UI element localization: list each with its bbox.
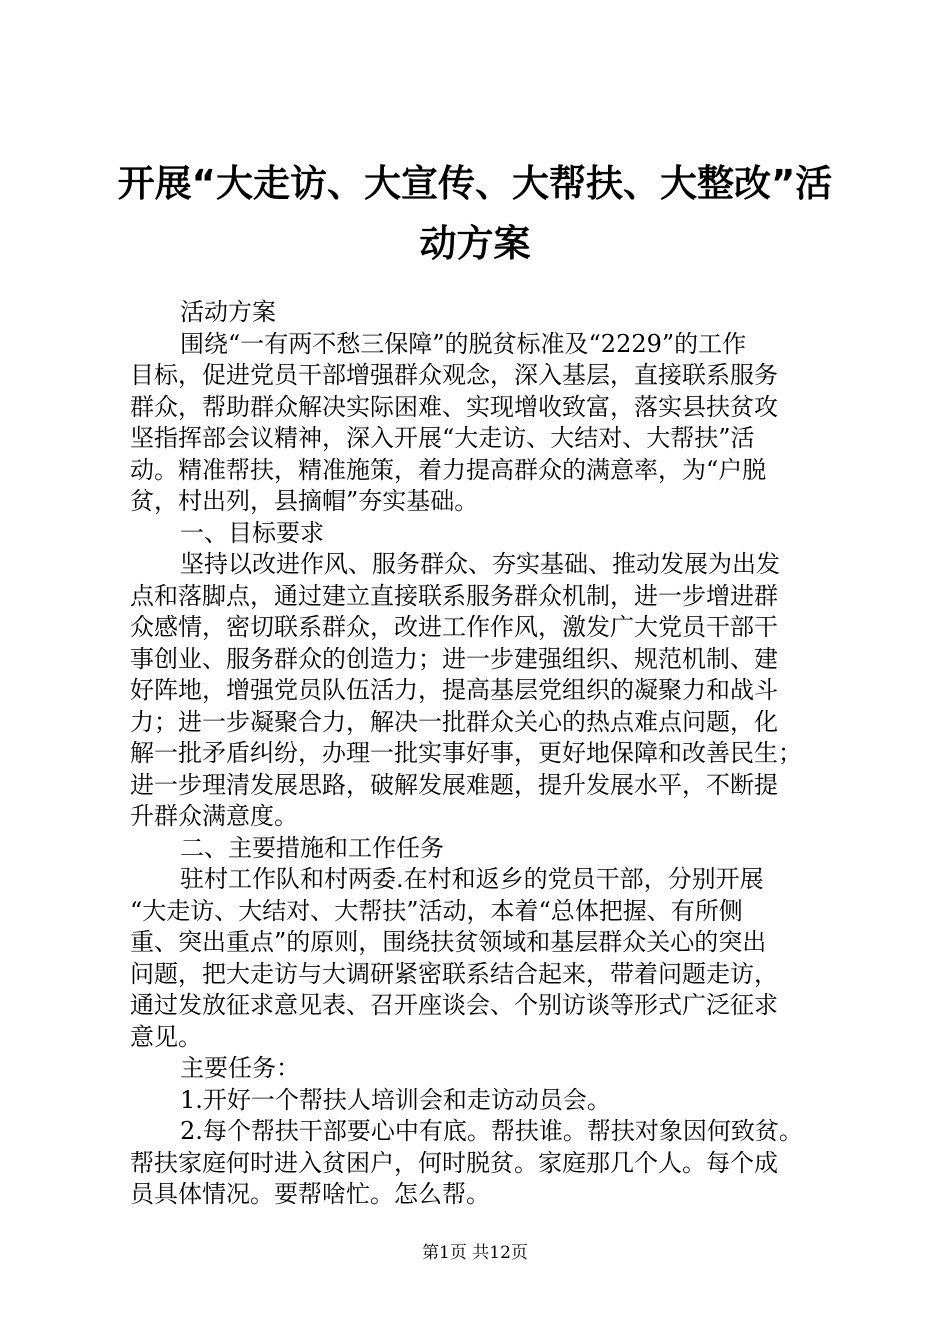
- text-line: 坚指挥部会议精神，深入开展“大走访、大结对、大帮扶”活: [130, 424, 755, 452]
- text-line: 围绕“一有两不愁三保障”的脱贫标准及“2229”的工作: [180, 329, 747, 358]
- text-line: 员具体情况。要帮啥忙。怎么帮。: [130, 1180, 490, 1208]
- text-line: 升群众满意度。: [130, 802, 298, 830]
- text-line: 解一批矛盾纠纷，办理一批实事好事，更好地保障和改善民生；: [130, 739, 802, 767]
- text-line: 贫，村出列，县摘帽”夯实基础。: [130, 487, 479, 515]
- text-line: 动。精准帮扶，精准施策，着力提高群众的满意率，为“户脱: [130, 455, 767, 484]
- text-line: 目标，促进党员干部增强群众观念，深入基层，直接联系服务: [130, 361, 778, 389]
- text-line: 帮扶家庭何时进入贫困户，何时脱贫。家庭那几个人。每个成: [130, 1148, 778, 1177]
- list-item: 2.每个帮扶干部要心中有底。帮扶谁。帮扶对象因何致贫。: [180, 1117, 803, 1145]
- text-line: 坚持以改进作风、服务群众、夯实基础、推动发展为出发: [180, 550, 780, 578]
- text-line: 活动方案: [180, 298, 276, 326]
- text-line: 众感情，密切联系群众，改进工作作风，激发广大党员干部干: [130, 613, 778, 641]
- document-title-line-1: 开展“大走访、大宣传、大帮扶、大整改”活: [117, 162, 833, 205]
- section-heading: 一、目标要求: [180, 518, 324, 547]
- document-title-line-2: 动方案: [419, 222, 531, 265]
- text-line: 群众，帮助群众解决实际困难、实现增收致富，落实县扶贫攻: [130, 392, 778, 421]
- text-line: 重、突出重点”的原则，围绕扶贫领域和基层群众关心的突出: [130, 928, 767, 956]
- text-line: “大走访、大结对、大帮扶”活动，本着“总体把握、有所侧: [130, 896, 743, 925]
- text-line: 好阵地，增强党员队伍活力，提高基层党组织的凝聚力和战斗: [130, 676, 778, 704]
- text-line: 问题，把大走访与大调研紧密联系结合起来，带着问题走访，: [130, 959, 778, 988]
- text-line: 力；进一步凝聚合力，解决一批群众关心的热点难点问题，化: [130, 707, 778, 736]
- document-body: [130, 297, 842, 1211]
- text-line: 主要任务：: [180, 1054, 300, 1082]
- text-line: 点和落脚点，通过建立直接联系服务群众机制，进一步增进群: [130, 581, 778, 610]
- list-item: 1.开好一个帮扶人培训会和走访动员会。: [180, 1085, 611, 1114]
- text-line: 事创业、服务群众的创造力；进一步建强组织、规范机制、建: [130, 644, 778, 673]
- text-line: 通过发放征求意见表、召开座谈会、个别访谈等形式广泛征求: [130, 991, 778, 1019]
- text-line: 驻村工作队和村两委.在村和返乡的党员干部，分别开展: [180, 865, 764, 893]
- section-heading: 二、主要措施和工作任务: [180, 833, 444, 862]
- page-number-footer: 第1页 共12页: [422, 1243, 528, 1263]
- text-line: 进一步理清发展思路，破解发展难题，提升发展水平，不断提: [130, 770, 778, 799]
- text-line: 意见。: [130, 1022, 202, 1051]
